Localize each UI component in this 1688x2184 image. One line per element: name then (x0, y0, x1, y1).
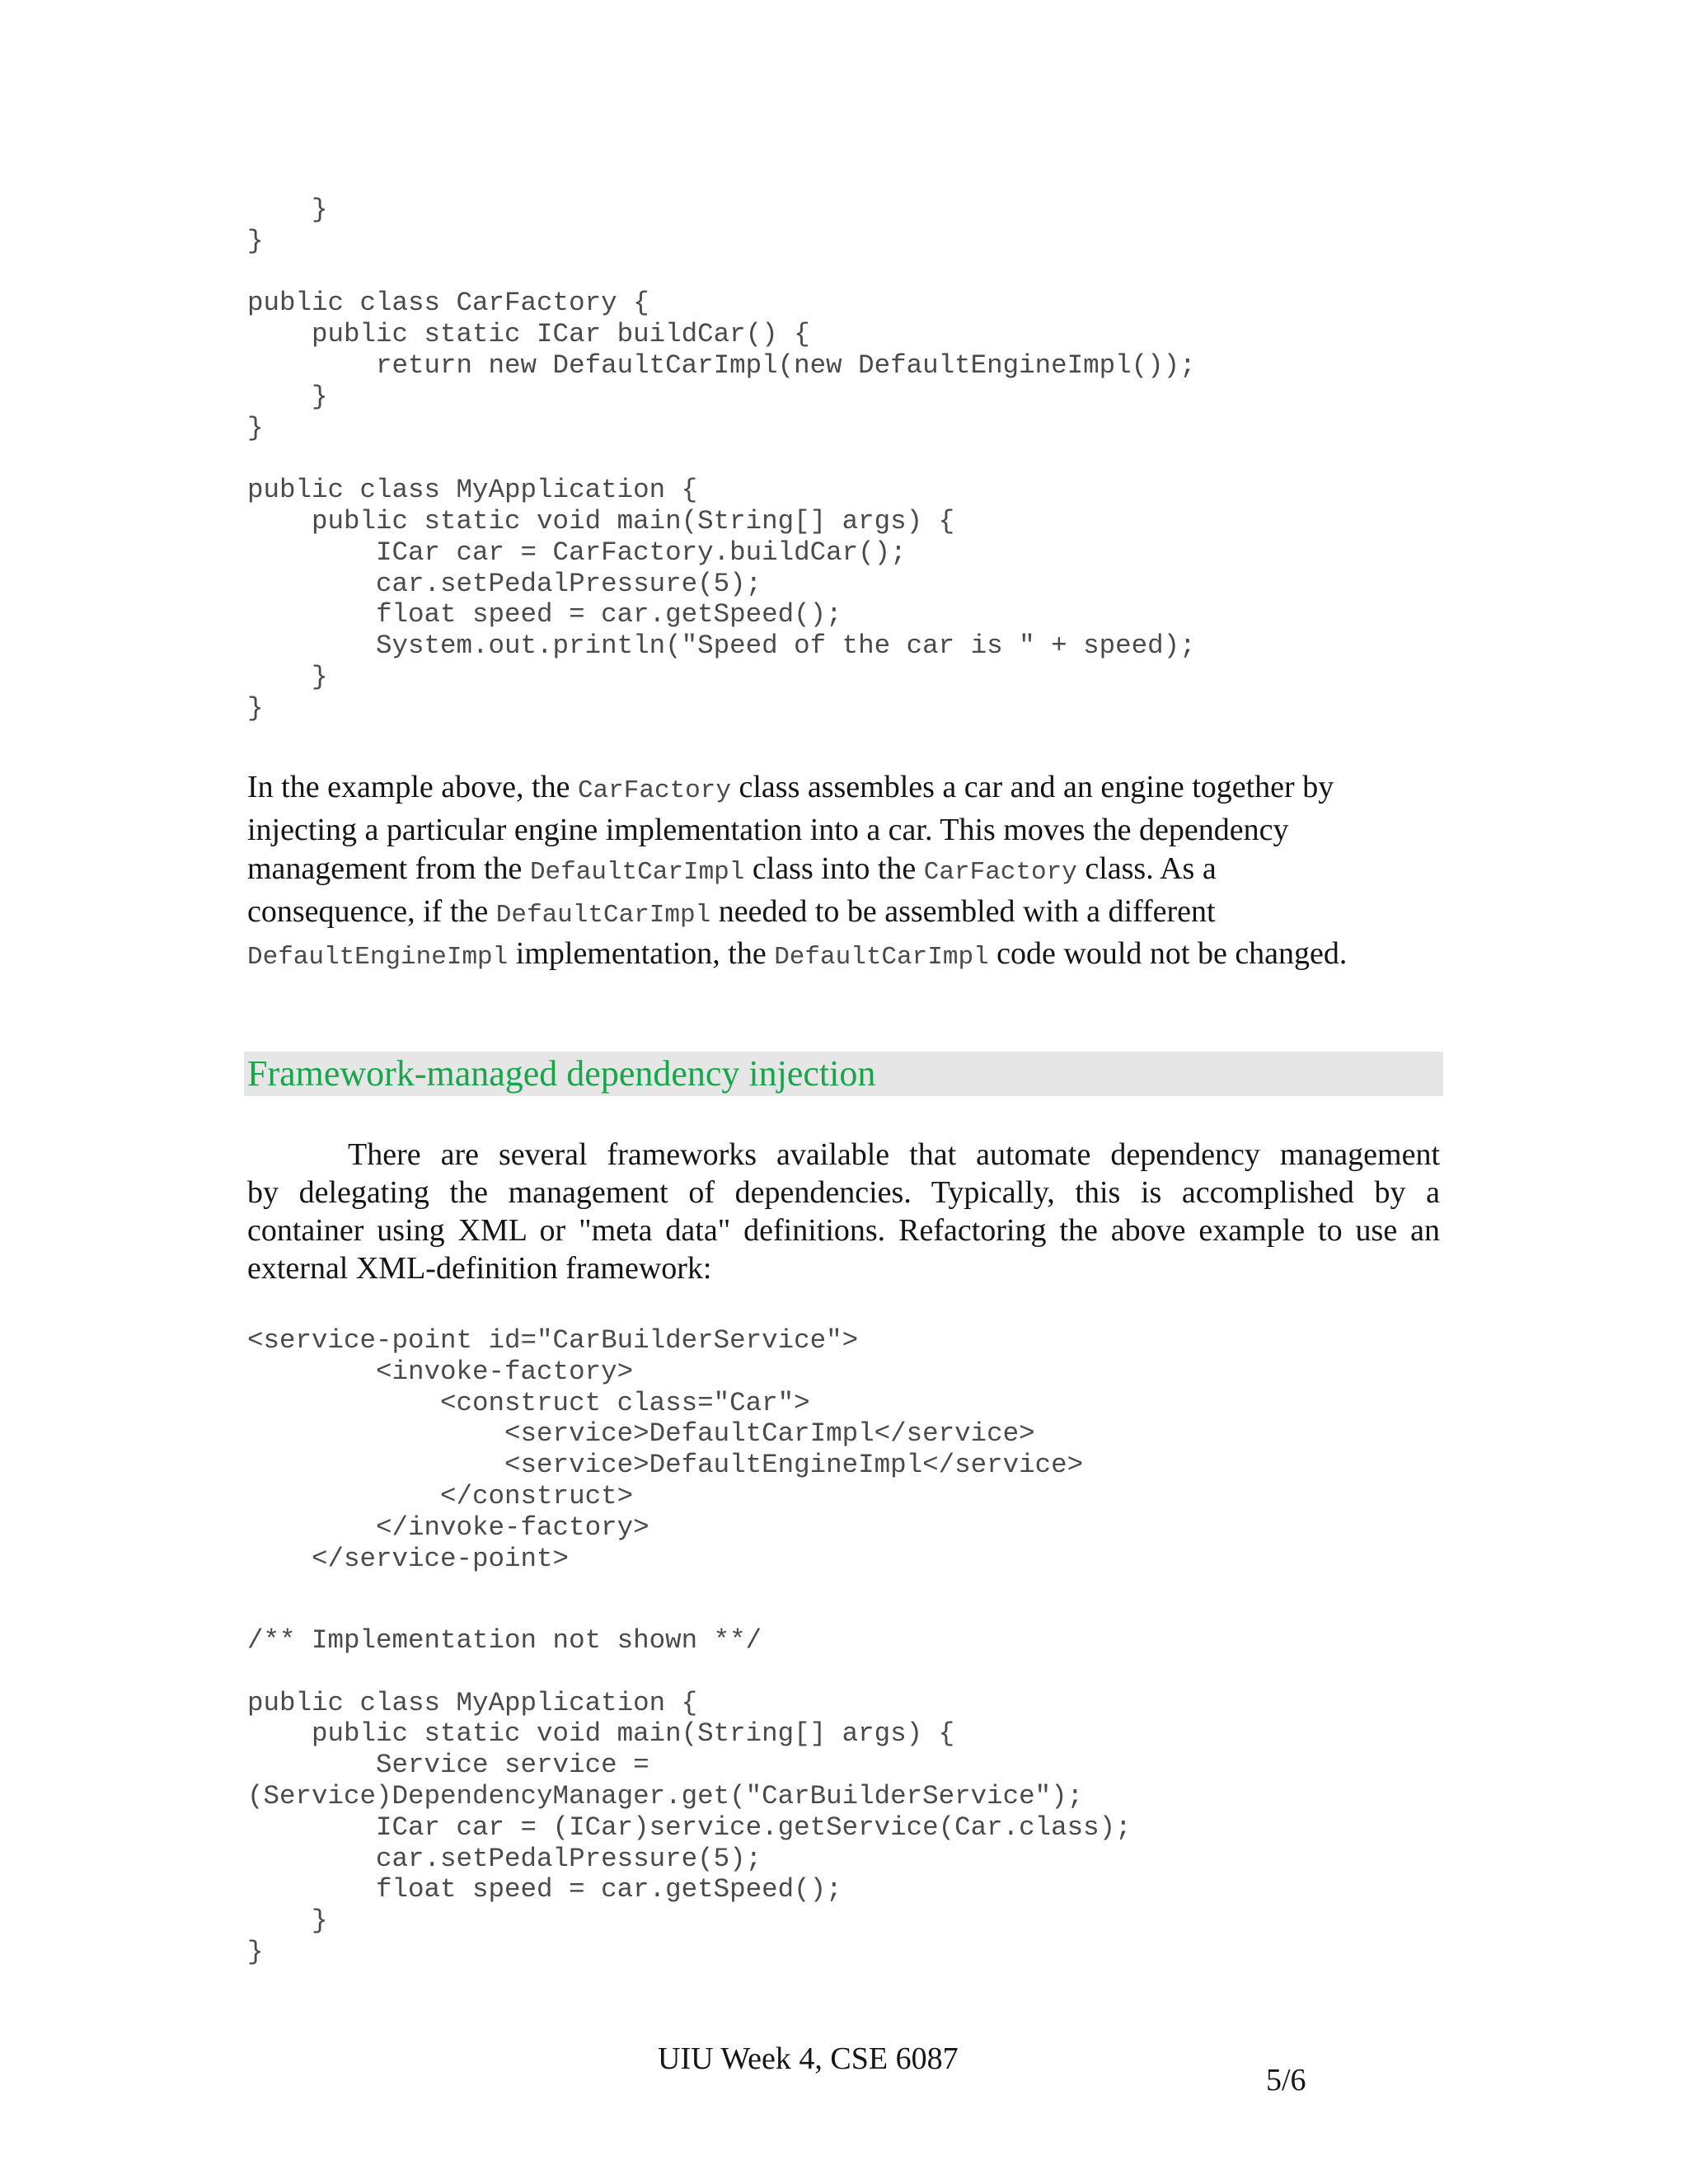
code-line: ICar car = (ICar)service.getService(Car.class); (247, 1811, 1132, 1843)
code-line: public static void main(String[] args) { (247, 505, 955, 537)
code-line: <service>DefaultCarImpl</service> (247, 1418, 1035, 1450)
code-line: public class CarFactory { (247, 288, 649, 319)
code-line: float speed = car.getSpeed(); (247, 599, 842, 630)
text-run: class assembles a car and an engine together by (730, 770, 1334, 804)
code-line: } (247, 661, 328, 692)
code-line: ICar car = CarFactory.buildCar(); (247, 537, 907, 568)
inline-code: DefaultCarImpl (774, 943, 989, 972)
code-line: </invoke-factory> (247, 1511, 649, 1543)
code-block-xml-definition (247, 1325, 1083, 1574)
inline-code: CarFactory (923, 858, 1077, 887)
code-line: <service-point id="CarBuilderService"> (247, 1325, 859, 1356)
inline-code: DefaultEngineImpl (247, 943, 509, 972)
text-line: container using XML or "meta data" definitions. Refactoring the above example to use an (247, 1213, 1440, 1248)
code-line: System.out.println("Speed of the car is " + speed); (247, 630, 1196, 662)
code-line: } (247, 381, 328, 412)
code-line: car.setPedalPressure(5); (247, 568, 762, 599)
text-run: In the example above, the (247, 770, 578, 804)
code-block-java-application (247, 1625, 1132, 1968)
code-line: } (247, 692, 264, 724)
code-block-java-factory (247, 194, 1196, 724)
code-line: <service>DefaultEngineImpl</service> (247, 1450, 1084, 1481)
code-line: <construct class="Car"> (247, 1387, 810, 1418)
code-line: return new DefaultCarImpl(new DefaultEngineImpl()); (247, 349, 1196, 381)
text-run: code would not be changed. (988, 936, 1348, 971)
page-number: 5/6 (1266, 2063, 1306, 2097)
text-run: management from the (247, 851, 530, 886)
code-line: public class MyApplication { (247, 1687, 698, 1718)
code-line: } (247, 1905, 328, 1937)
inline-code: DefaultCarImpl (495, 900, 711, 930)
text-line (247, 768, 1442, 811)
text-line: by delegating the management of dependencies. Typically, this is accomplished by a (247, 1175, 1440, 1210)
code-line: } (247, 1936, 264, 1967)
code-line: public static ICar buildCar() { (247, 319, 810, 350)
footer-course-label: UIU Week 4, CSE 6087 (658, 2041, 959, 2076)
code-line: car.setPedalPressure(5); (247, 1843, 762, 1874)
text-run: consequence, if the (247, 893, 496, 929)
paragraph-factory-explanation (247, 768, 1442, 977)
code-line: /** Implementation not shown **/ (247, 1625, 762, 1656)
text-line: injecting a particular engine implementation into a car. This moves the dependency (247, 812, 1289, 847)
code-line: } (247, 225, 264, 256)
code-line: Service service = (247, 1750, 649, 1781)
code-line: </service-point> (247, 1543, 570, 1574)
text-line (247, 893, 1442, 935)
code-line: public class MyApplication { (247, 475, 698, 506)
code-line: float speed = car.getSpeed(); (247, 1874, 842, 1905)
code-line: public static void main(String[] args) { (247, 1718, 955, 1750)
section-heading: Framework-managed dependency injection (247, 1053, 876, 1094)
text-line: external XML-definition framework: (247, 1251, 712, 1286)
text-run: implementation, the (508, 936, 775, 971)
text-run: class into the (744, 851, 924, 886)
text-run: needed to be assembled with a different (710, 893, 1216, 929)
inline-code: CarFactory (577, 776, 731, 805)
paragraph-frameworks (247, 1136, 1440, 1287)
code-line: (Service)DependencyManager.get("CarBuilderService"); (247, 1780, 1084, 1811)
code-line: <invoke-factory> (247, 1356, 634, 1387)
text-line (247, 935, 1442, 977)
text-run: class. As a (1076, 851, 1217, 886)
code-line: } (247, 194, 328, 225)
code-line: } (247, 412, 264, 443)
inline-code: DefaultCarImpl (529, 858, 745, 887)
text-line: There are several frameworks available that automate dependency management (348, 1137, 1440, 1172)
code-line: </construct> (247, 1480, 634, 1511)
text-line (247, 850, 1442, 893)
